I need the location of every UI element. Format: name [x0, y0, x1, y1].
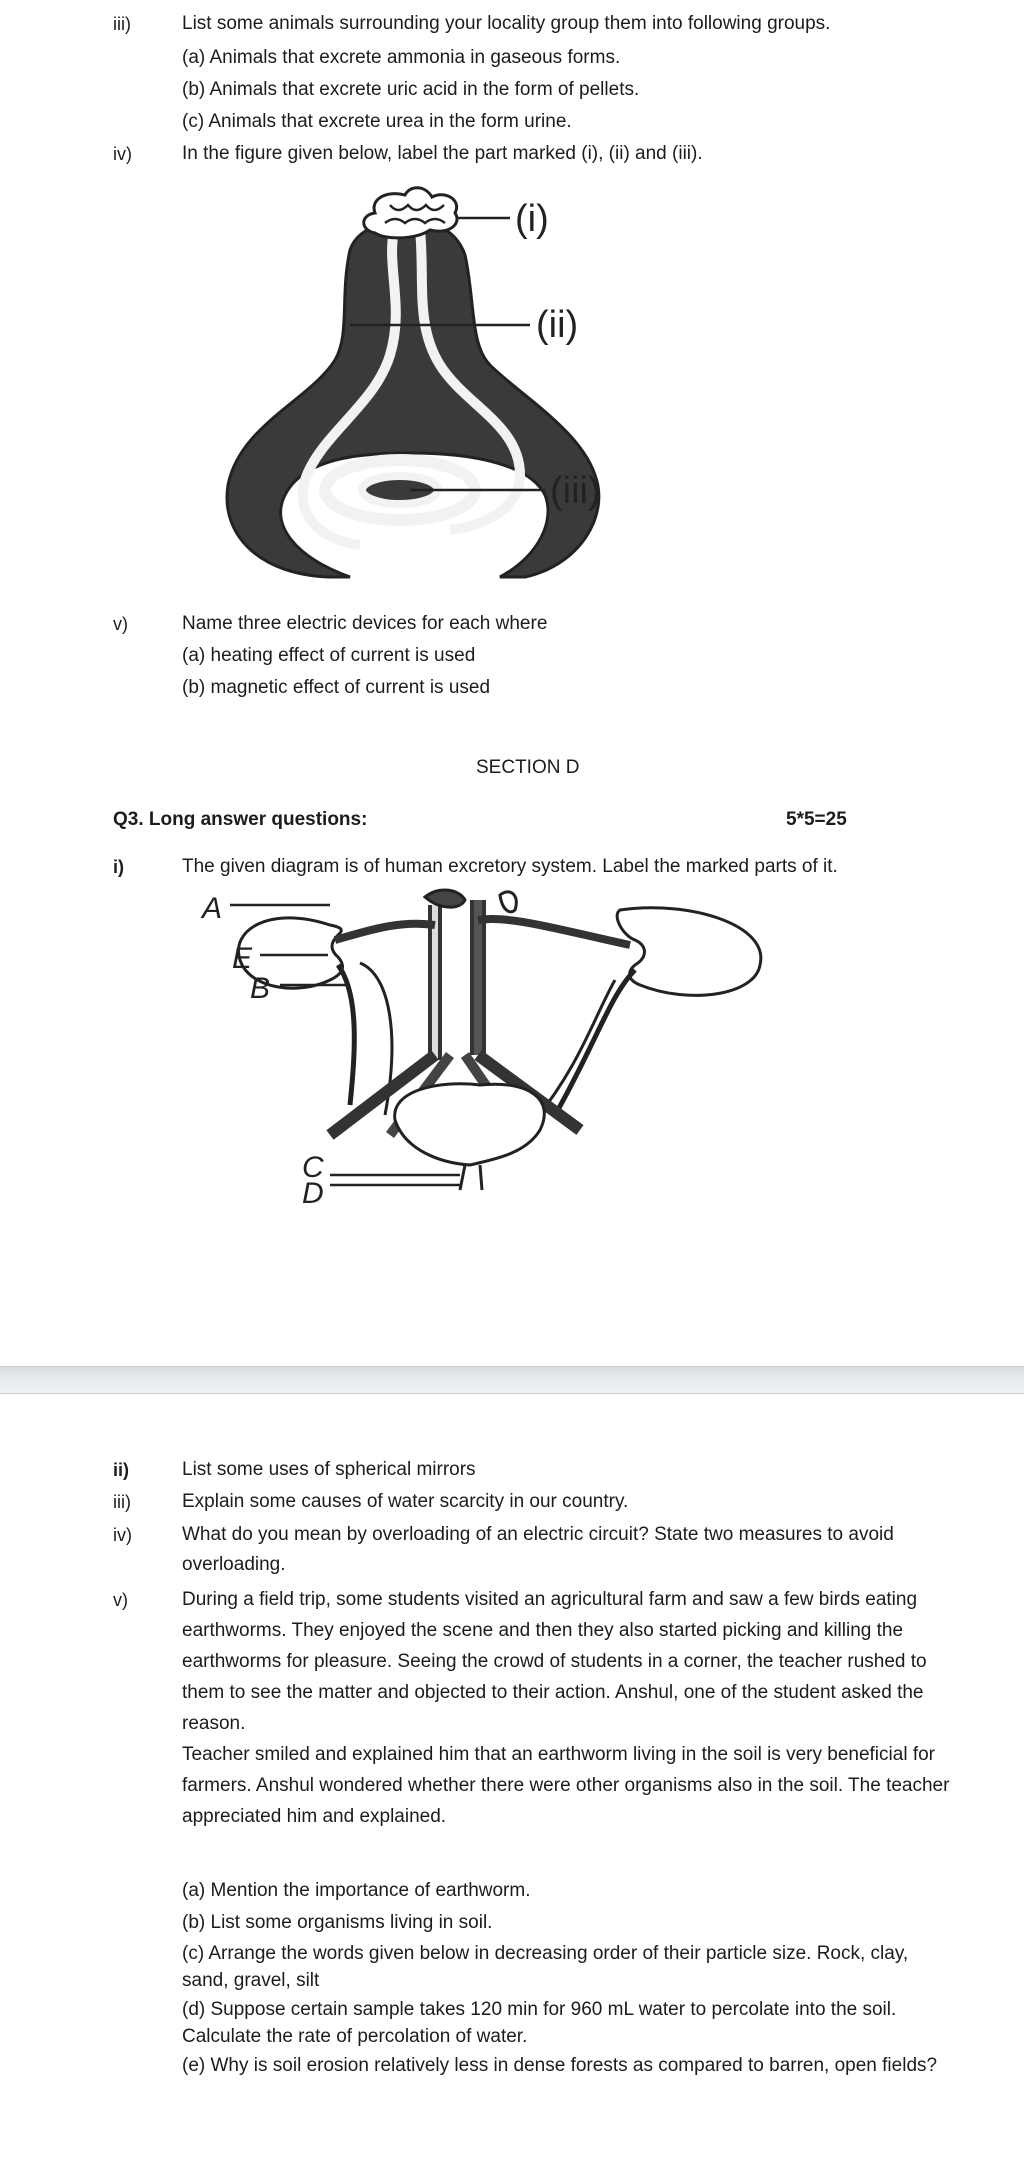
- question-number: iv): [113, 144, 132, 164]
- sub-question-c: (c) Animals that excrete urea in the form urine.: [182, 111, 572, 132]
- diagram-label-iii: (iii): [550, 470, 601, 512]
- sub-question-b: (b) magnetic effect of current is used: [182, 677, 491, 698]
- question-number: iii): [113, 14, 131, 34]
- sub-question-d: (d) Suppose certain sample takes 120 min for 960 mL water to percolate into the soil. Calculate the rate of percolation of water.: [182, 1999, 897, 2047]
- page-separator: [0, 1366, 1024, 1394]
- sub-question-e: (e) Why is soil erosion relatively less in dense forests as compared to barren, open fields?: [182, 2055, 938, 2076]
- question-text: What do you mean by overloading of an electric circuit? State two measures to avoid overloading.: [182, 1524, 894, 1575]
- sub-question-a: (a) Mention the importance of earthworm.: [182, 1880, 531, 1901]
- diagram-label-d: D: [302, 1177, 324, 1210]
- question-text: The given diagram is of human excretory system. Label the marked parts of it.: [182, 856, 838, 877]
- diagram-label-c: C: [302, 1151, 324, 1184]
- question-number: v): [113, 614, 128, 634]
- diagram-label-a: A: [202, 892, 223, 925]
- marks-label: 5*5=25: [786, 809, 847, 830]
- diagram-label-e: E: [232, 942, 253, 975]
- male-reproductive-diagram: [200, 185, 670, 585]
- question-text: In the figure given below, label the part marked (i), (ii) and (iii).: [182, 143, 703, 164]
- sub-question-b: (b) Animals that excrete uric acid in the form of pellets.: [182, 79, 640, 100]
- question-text: List some uses of spherical mirrors: [182, 1459, 476, 1480]
- question-text: Name three electric devices for each where: [182, 613, 548, 634]
- question-number: v): [113, 1590, 128, 1610]
- question-number: iii): [113, 1492, 131, 1512]
- sub-question-a: (a) heating effect of current is used: [182, 645, 476, 666]
- sub-question-b: (b) List some organisms living in soil.: [182, 1912, 493, 1933]
- diagram-label-i: (i): [515, 198, 549, 240]
- question-number: iv): [113, 1525, 132, 1545]
- question-number: i): [113, 857, 124, 877]
- sub-question-a: (a) Animals that excrete ammonia in gaseous forms.: [182, 47, 621, 68]
- question-title: Q3. Long answer questions:: [113, 809, 368, 830]
- section-heading: SECTION D: [476, 757, 580, 778]
- diagram-label-b: B: [250, 972, 271, 1005]
- excretory-system-diagram: [202, 885, 780, 1215]
- diagram-label-ii: (ii): [536, 304, 579, 346]
- question-number: ii): [113, 1460, 129, 1480]
- passage-paragraph-2: Teacher smiled and explained him that an earthworm living in the soil is very beneficial for farmers. Anshul wondered whether there were other organisms also in the soil. The teacher appreciated him and explained.: [182, 1744, 950, 1827]
- question-text: Explain some causes of water scarcity in our country.: [182, 1491, 629, 1512]
- sub-question-c: (c) Arrange the words given below in decreasing order of their particle size. Rock, clay, sand, gravel, silt: [182, 1943, 909, 1991]
- passage-paragraph-1: During a field trip, some students visited an agricultural farm and saw a few birds eating earthworms. They enjoyed the scene and then they also started picking and killing the earthworms for pleasure. Seeing the crowd of students in a corner, the teacher rushed to them to see the matter and objected to their action. Anshul, one of the student asked the reason.: [182, 1589, 927, 1734]
- question-text: List some animals surrounding your locality group them into following groups.: [182, 13, 831, 34]
